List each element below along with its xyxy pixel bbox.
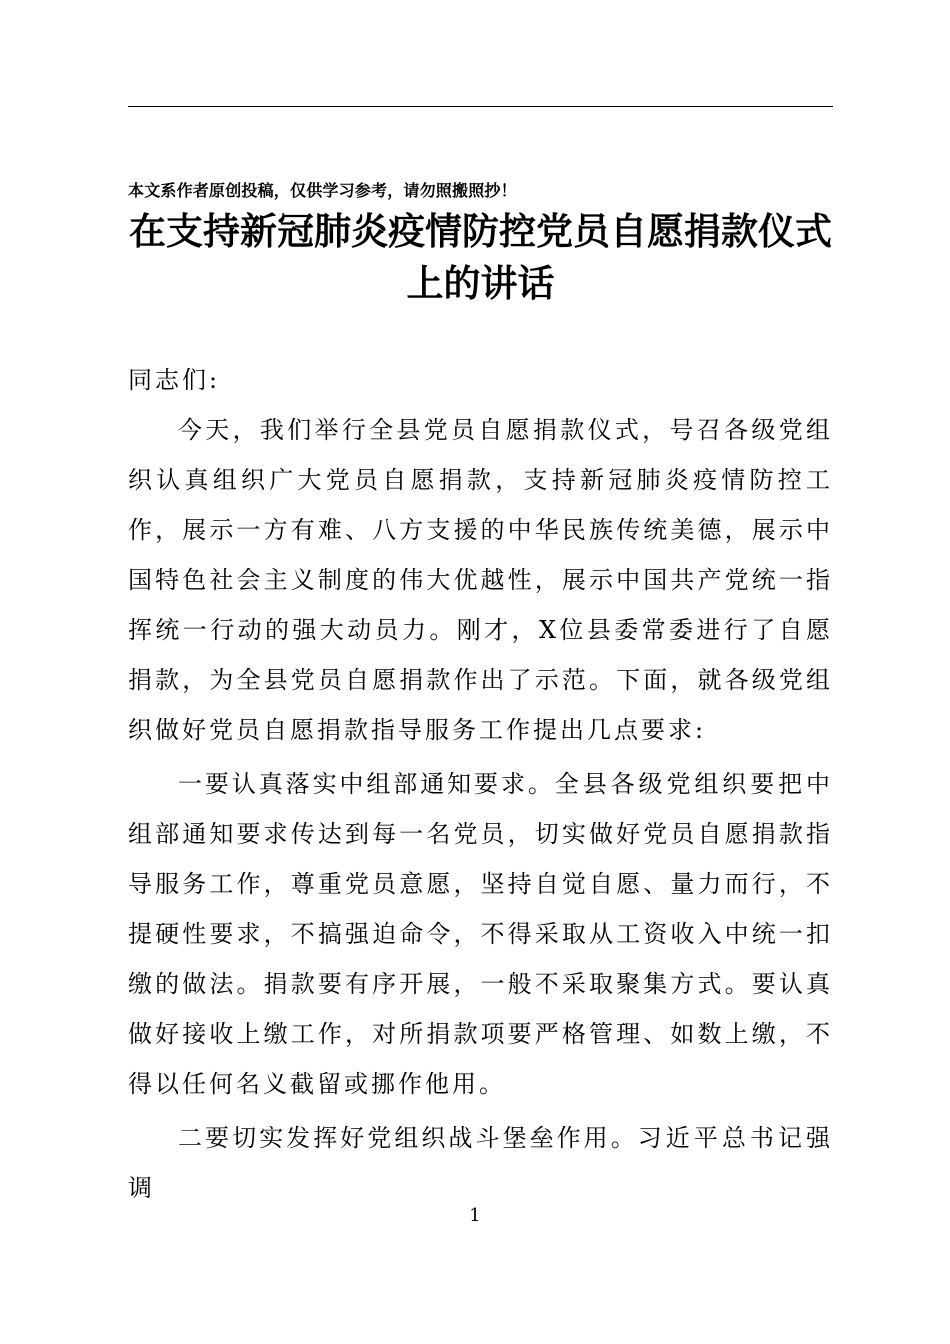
point-one-heading: 一要认真落实中组部通知要求。 (178, 770, 555, 798)
document-body (128, 355, 833, 1213)
point-two-body: 习近平总书记强调 (128, 1124, 834, 1202)
header-rule (128, 106, 833, 107)
point-one-paragraph (128, 759, 833, 1109)
intro-paragraph: 今天，我们举行全县党员自愿捐款仪式，号召各级党组织认真组织广大党员自愿捐款，支持新冠肺炎疫情防控工作，展示一方有难、八方支援的中华民族传统美德，展示中国特色社会主义制度的伟大优越性，展示中国共产党统一指挥统一行动的强大动员力。刚才，X位县委常委进行了自愿捐款，为全县党员自愿捐款作出了示范。下面，就各级党组织做好党员自愿捐款指导服务工作提出几点要求: (128, 416, 833, 744)
copyright-notice: 本文系作者原创投稿，仅供学习参考，请勿照搬照抄！ (128, 181, 517, 200)
page-number: 1 (469, 1205, 481, 1226)
point-two-heading: 二要切实发挥好党组织战斗堡垒作用。 (178, 1124, 638, 1152)
salutation: 同志们: (128, 366, 221, 394)
document-title: 在支持新冠肺炎疫情防控党员自愿捐款仪式上的讲话 (129, 209, 832, 305)
point-two-paragraph (128, 1113, 833, 1213)
point-one-body: 全县各级党组织要把中组部通知要求传达到每一名党员，切实做好党员自愿捐款指导服务工作，尊重党员意愿，坚持自觉自愿、量力而行，不提硬性要求，不搞强迫命令，不得采取从工资收入中统一扣缴的做法。捐款要有序开展，一般不采取聚集方式。要认真做好接收上缴工作，对所捐款项要严格管理、如数上缴，不得以任何名义截留或挪作他用。 (128, 770, 834, 1098)
